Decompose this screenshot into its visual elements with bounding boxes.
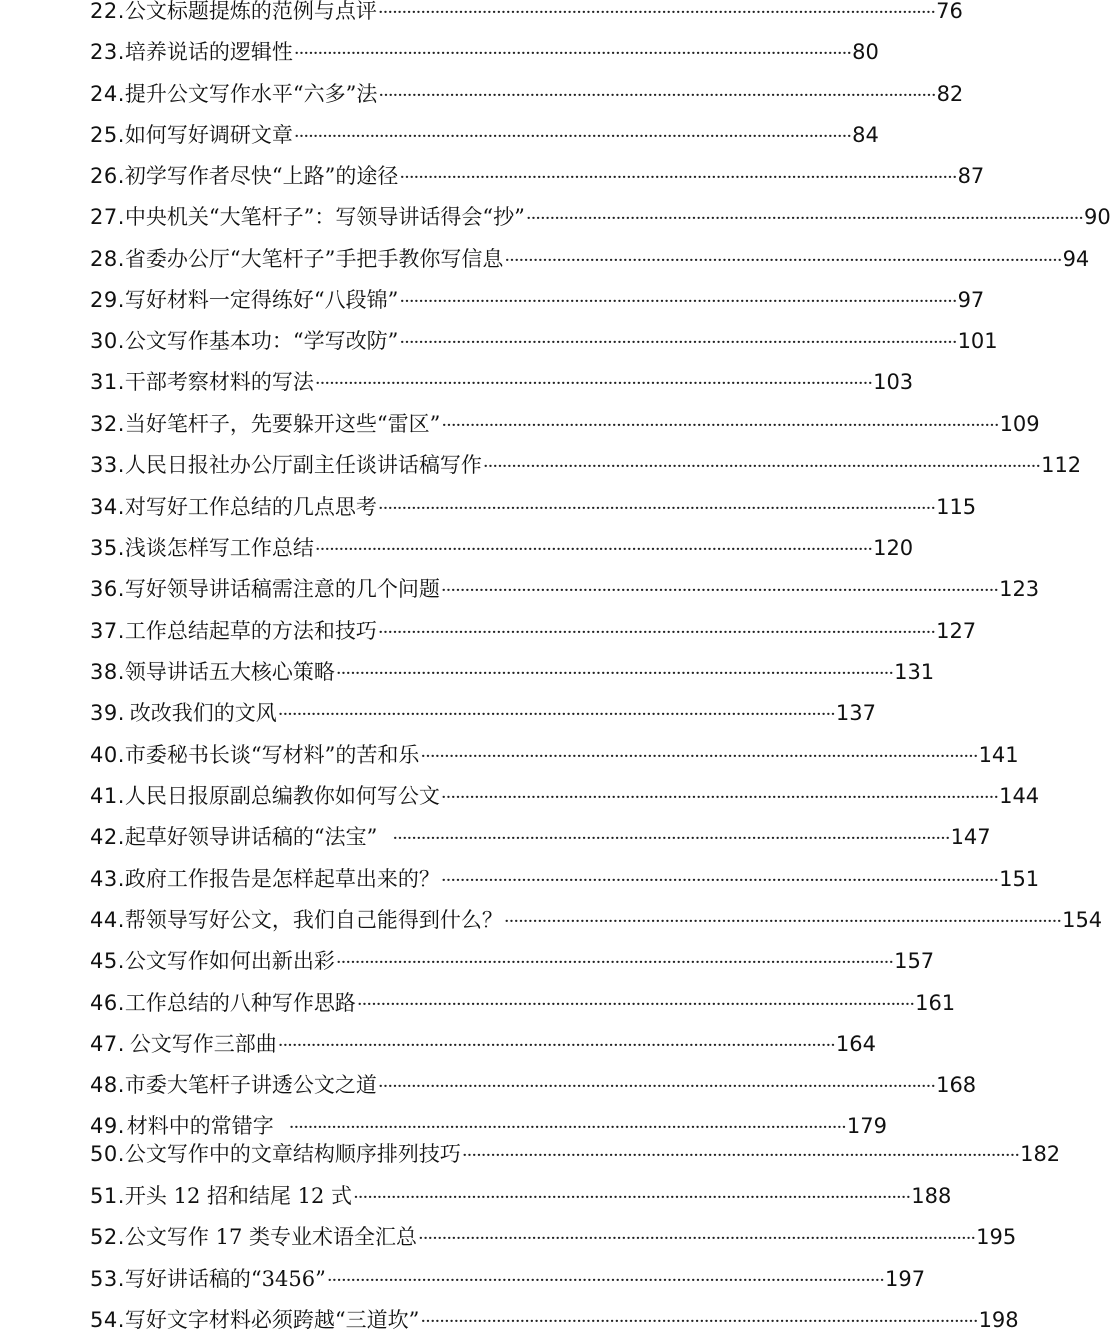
entry-number: 41. [90,784,125,808]
entry-number: 32. [90,412,125,436]
toc-entry-47[interactable] [90,1030,876,1058]
entry-number: 36. [90,577,125,601]
entry-title: 领导讲话五大核心策略 [124,660,335,684]
dot-leader: ······················································································································ [441,415,999,436]
entry-page-number: 101 [957,329,998,353]
dot-leader: ······················································································································ [353,1187,911,1208]
entry-page-number: 188 [911,1184,952,1208]
dot-leader: ······················································································································ [399,291,957,312]
entry-page-number: 195 [976,1225,1017,1249]
dot-leader: ······················································································································ [326,1270,884,1291]
dot-leader: ······················································································································ [277,704,835,725]
entry-title: 市委秘书长谈“写材料”的苦和乐 [124,743,420,767]
toc-entry-28[interactable] [90,245,1090,273]
entry-title: 提升公文写作水平“六多”法 [124,82,378,106]
entry-title: 开头 12 招和结尾 12 式 [124,1184,353,1208]
entry-title: 写好讲话稿的“3456” [124,1267,326,1291]
toc-entry-34[interactable] [90,493,977,521]
entry-number: 33. [90,453,125,477]
entry-number: 22. [90,0,125,23]
entry-number: 43. [90,867,125,891]
dot-leader: ······················································································································ [377,1076,936,1097]
toc-entry-44[interactable] [90,906,1103,934]
entry-page-number: 141 [978,743,1019,767]
entry-title: 当好笔杆子，先要躲开这些“雷区” [124,412,441,436]
entry-page-number: 97 [957,288,985,312]
entry-number: 52. [90,1225,125,1249]
entry-page-number: 137 [835,701,876,725]
entry-number: 53. [90,1267,125,1291]
entry-title: 中央机关“大笔杆子”：写领导讲话得会“抄” [124,205,525,229]
toc-entry-31[interactable] [90,368,914,396]
entry-page-number: 157 [894,949,935,973]
entry-title: 政府工作报告是怎样起草出来的？ [124,867,440,891]
toc-entry-33[interactable] [90,451,1082,479]
dot-leader: ······················································································································ [482,456,1041,477]
dot-leader: ······················································································································ [277,1035,835,1056]
entry-title: 帮领导写好公文，我们自己能得到什么？ [124,908,503,932]
toc-entry-37[interactable] [90,617,977,645]
entry-page-number: 168 [936,1073,977,1097]
entry-title: 干部考察材料的写法 [124,370,314,394]
entry-title: 人民日报社办公厅副主任谈讲话稿写作 [124,453,482,477]
toc-entry-42[interactable] [90,823,991,851]
entry-title: 培养说话的逻辑性 [124,40,293,64]
toc-entry-36[interactable] [90,575,1040,603]
entry-title: 如何写好调研文章 [124,123,293,147]
toc-entry-32[interactable] [90,410,1040,438]
entry-title: 公文写作中的文章结构顺序排列技巧 [124,1142,461,1166]
toc-entry-46[interactable] [90,989,956,1017]
toc-entry-48[interactable] [90,1071,977,1099]
dot-leader: ······················································································································ [420,746,978,767]
entry-title: 起草好领导讲话稿的“法宝” [124,825,378,849]
dot-leader: ······················································································································ [440,870,999,891]
entry-number: 51. [90,1184,125,1208]
toc-entry-26[interactable] [90,162,985,190]
toc-entry-35[interactable] [90,534,914,562]
entry-number: 24. [90,82,125,106]
toc-entry-50[interactable] [90,1140,1061,1168]
entry-number: 31. [90,370,125,394]
entry-number: 50. [90,1142,125,1166]
entry-page-number: 131 [894,660,935,684]
entry-title: 对写好工作总结的几点思考 [124,495,377,519]
toc-entry-41[interactable] [90,782,1040,810]
toc-entry-43[interactable] [90,865,1040,893]
entry-page-number: 123 [999,577,1040,601]
dot-leader: ······················································································································ [503,911,1062,932]
entry-page-number: 164 [835,1032,876,1056]
dot-leader: ······················································································································ [335,952,894,973]
dot-leader: ······················································································································ [335,663,894,684]
entry-title: 公文写作三部曲 [129,1032,277,1056]
entry-number: 30. [90,329,125,353]
dot-leader: ······················································································································ [378,85,936,106]
entry-title: 写好材料一定得练好“八段锦” [124,288,399,312]
toc-entry-23[interactable] [90,38,879,66]
entry-title: 公文标题提炼的范例与点评 [124,0,377,23]
dot-leader: ······················································································································ [440,580,999,601]
entry-title: 改改我们的文风 [129,701,277,725]
dot-leader: ······················································································································ [417,1228,976,1249]
entry-page-number: 179 [846,1114,887,1138]
dot-leader: ······················································································································ [377,2,936,23]
toc-entry-38[interactable] [90,658,935,686]
toc-entry-45[interactable] [90,947,935,975]
entry-title: 市委大笔杆子讲透公文之道 [124,1073,377,1097]
entry-title: 工作总结起草的方法和技巧 [124,619,377,643]
entry-number: 47. [90,1032,125,1056]
entry-title: 公文写作基本功：“学写改防” [124,329,399,353]
dot-leader: ······················································································································ [399,167,957,188]
dot-leader: ······················································································································ [314,373,873,394]
toc-entry-49[interactable] [90,1112,887,1140]
toc-entry-22[interactable] [90,0,963,25]
entry-title: 浅谈怎样写工作总结 [124,536,314,560]
toc-entry-29[interactable] [90,286,985,314]
dot-leader: ······················································································································ [377,498,936,519]
entry-number: 42. [90,825,125,849]
entry-title: 公文写作如何出新出彩 [124,949,335,973]
toc-entry-30[interactable] [90,327,998,355]
dot-leader: ······················································································································ [399,332,957,353]
entry-number: 26. [90,164,125,188]
entry-page-number: 144 [999,784,1040,808]
entry-number: 45. [90,949,125,973]
entry-title: 初学写作者尽快“上路”的途径 [124,164,399,188]
entry-page-number: 115 [936,495,977,519]
dot-leader: ······················································································································ [525,208,1084,229]
entry-page-number: 82 [936,82,964,106]
dot-leader: ······················································································································ [504,250,1062,271]
entry-number: 49. [90,1114,125,1138]
toc-entry-52[interactable] [90,1223,1017,1251]
entry-number: 54. [90,1308,125,1332]
dot-leader: ······················································································································ [420,1311,978,1332]
entry-title: 写好领导讲话稿需注意的几个问题 [124,577,440,601]
entry-page-number: 112 [1041,453,1082,477]
entry-number: 29. [90,288,125,312]
entry-number: 34. [90,495,125,519]
entry-number: 23. [90,40,125,64]
entry-page-number: 80 [852,40,879,64]
dot-leader: ······················································································································ [392,828,950,849]
entry-number: 38. [90,660,125,684]
entry-page-number: 84 [852,123,879,147]
dot-leader: ······················································································································ [440,787,999,808]
dot-leader: ······················································································································ [377,622,936,643]
toc-entry-25[interactable] [90,121,879,149]
toc-entry-51[interactable] [90,1182,952,1210]
entry-page-number: 147 [950,825,991,849]
entry-number: 27. [90,205,125,229]
entry-number: 25. [90,123,125,147]
entry-number: 35. [90,536,125,560]
entry-page-number: 127 [936,619,977,643]
entry-number: 48. [90,1073,125,1097]
toc-entry-53[interactable] [90,1265,926,1293]
entry-number: 46. [90,991,125,1015]
entry-title: 材料中的常错字 [126,1114,274,1138]
dot-leader: ······················································································································ [293,126,852,147]
entry-number: 40. [90,743,125,767]
entry-page-number: 120 [873,536,914,560]
dot-leader: ······················································································································ [461,1145,1020,1166]
toc-entry-27[interactable] [90,203,1111,231]
entry-title: 写好文字材料必须跨越“三道坎” [124,1308,420,1332]
entry-number: 44. [90,908,125,932]
entry-title: 公文写作 17 类专业术语全汇总 [124,1225,417,1249]
entry-page-number: 161 [915,991,956,1015]
entry-page-number: 103 [873,370,914,394]
dot-leader: ······················································································································ [293,43,852,64]
entry-number: 37. [90,619,125,643]
entry-page-number: 87 [957,164,985,188]
entry-title: 人民日报原副总编教你如何写公文 [124,784,440,808]
entry-page-number: 197 [885,1267,926,1291]
dot-leader: ······················································································································ [356,994,915,1015]
toc-entry-24[interactable] [90,80,964,108]
entry-number: 39. [90,701,125,725]
entry-page-number: 154 [1062,908,1103,932]
toc-entry-54[interactable] [90,1306,1019,1334]
entry-title: 工作总结的八种写作思路 [124,991,356,1015]
entry-page-number: 94 [1062,247,1090,271]
entry-page-number: 151 [999,867,1040,891]
entry-page-number: 90 [1084,205,1111,229]
toc-entry-39[interactable] [90,699,876,727]
entry-page-number: 182 [1020,1142,1061,1166]
entry-title: 省委办公厅“大笔杆子”手把手教你写信息 [124,247,504,271]
toc-entry-40[interactable] [90,741,1019,769]
entry-page-number: 198 [978,1308,1019,1332]
entry-page-number: 76 [936,0,963,23]
entry-number: 28. [90,247,125,271]
dot-leader: ······················································································································ [314,539,873,560]
dot-leader: ······················································································································ [288,1117,846,1138]
entry-page-number: 109 [999,412,1040,436]
